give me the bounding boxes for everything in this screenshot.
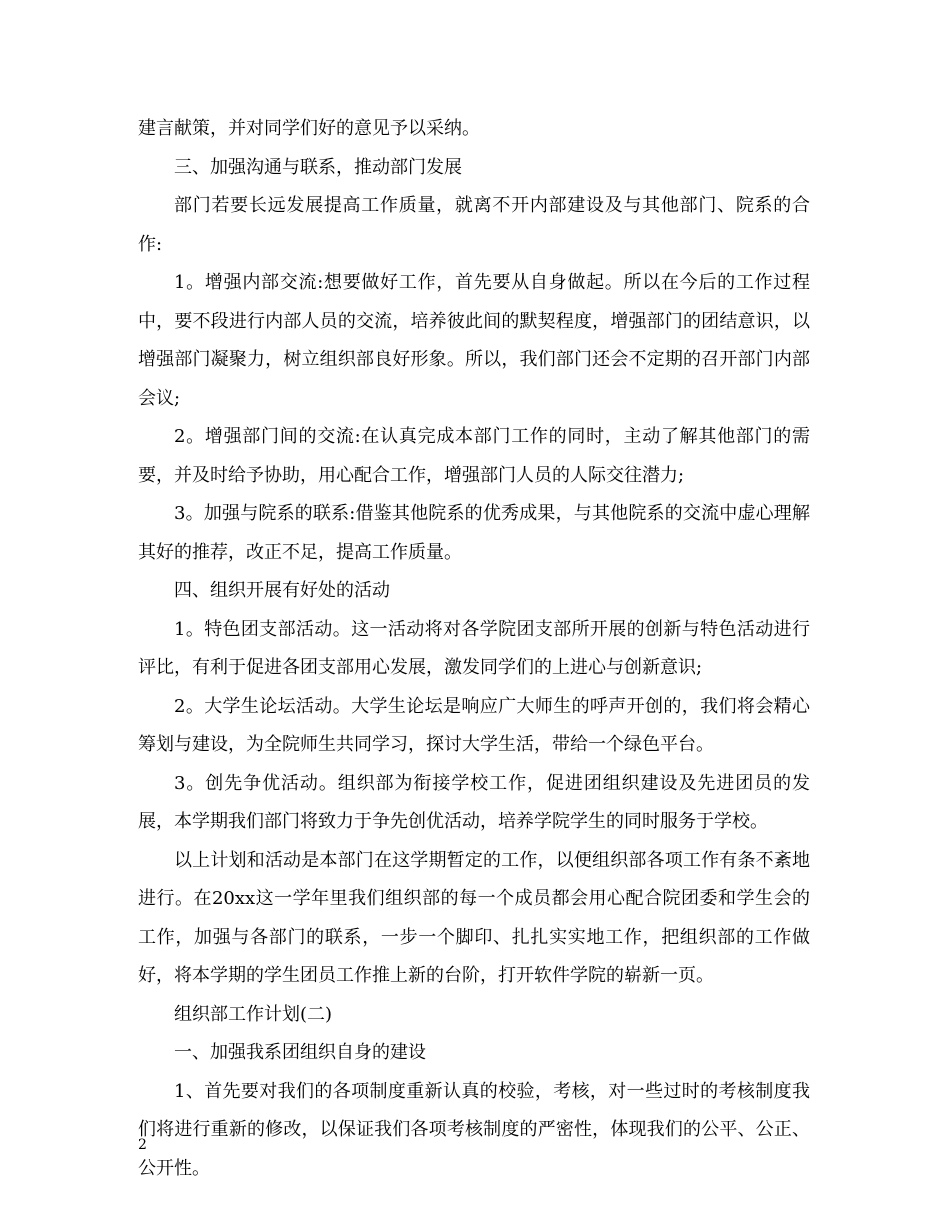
list-item-system-review: 1、首先要对我们的各项制度重新认真的校验，考核，对一些过时的考核制度我们将进行重新的修改，以保证我们各项考核制度的严密性，体现我们的公平、公正、公开性。 [138, 1080, 810, 1179]
list-item-interdepartment-exchange: 2。增强部门间的交流:在认真完成本部门工作的同时，主动了解其他部门的需要，并及时给予协助，用心配合工作，增强部门人员的人际交往潜力; [138, 426, 810, 486]
list-item-internal-exchange: 1。增强内部交流:想要做好工作，首先要从自身做起。所以在今后的工作过程中，要不段进行内部人员的交流，培养彼此间的默契程度，增强部门的团结意识，以增强部门凝聚力，树立组织部良好形象。所以，我们部门还会不定期的召开部门内部会议; [138, 272, 810, 409]
document-subtitle: 组织部工作计划(二) [174, 1003, 333, 1025]
paragraph: 部门若要长远发展提高工作质量，就离不开内部建设及与其他部门、院系的合作: [138, 195, 810, 255]
document-body [138, 110, 810, 1188]
page-number: 2 [138, 1137, 147, 1153]
section-heading-communication: 三、加强沟通与联系，推动部门发展 [174, 156, 462, 178]
list-item-excellence-activity: 3。创先争优活动。组织部为衔接学校工作，促进团组织建设及先进团员的发展，本学期我们部门将致力于争先创优活动，培养学院学生的同时服务于学校。 [138, 772, 810, 832]
list-item-branch-activity: 1。特色团支部活动。这一活动将对各学院团支部所开展的创新与特色活动进行评比，有利于促进各团支部用心发展，激发同学们的上进心与创新意识; [138, 618, 810, 678]
list-item-forum-activity: 2。大学生论坛活动。大学生论坛是响应广大师生的呼声开创的，我们将会精心筹划与建设，为全院师生共同学习，探讨大学生活，带给一个绿色平台。 [138, 695, 810, 755]
paragraph-continuation: 建言献策，并对同学们好的意见予以采纳。 [138, 118, 480, 139]
list-item-faculty-contact: 3。加强与院系的联系:借鉴其他院系的优秀成果，与其他院系的交流中虚心理解其好的推荐，改正不足，提高工作质量。 [138, 503, 810, 563]
paragraph-summary: 以上计划和活动是本部门在这学期暂定的工作，以便组织部各项工作有条不紊地进行。在20xx这一学年里我们组织部的每一个成员都会用心配合院团委和学生会的工作，加强与各部门的联系，一步一个脚印、扎扎实实地工作，把组织部的工作做好，将本学期的学生团员工作推上新的台阶，打开软件学院的崭新一页。 [138, 849, 810, 986]
section-heading-organization: 一、加强我系团组织自身的建设 [174, 1042, 426, 1063]
section-heading-activities: 四、组织开展有好处的活动 [174, 580, 390, 601]
